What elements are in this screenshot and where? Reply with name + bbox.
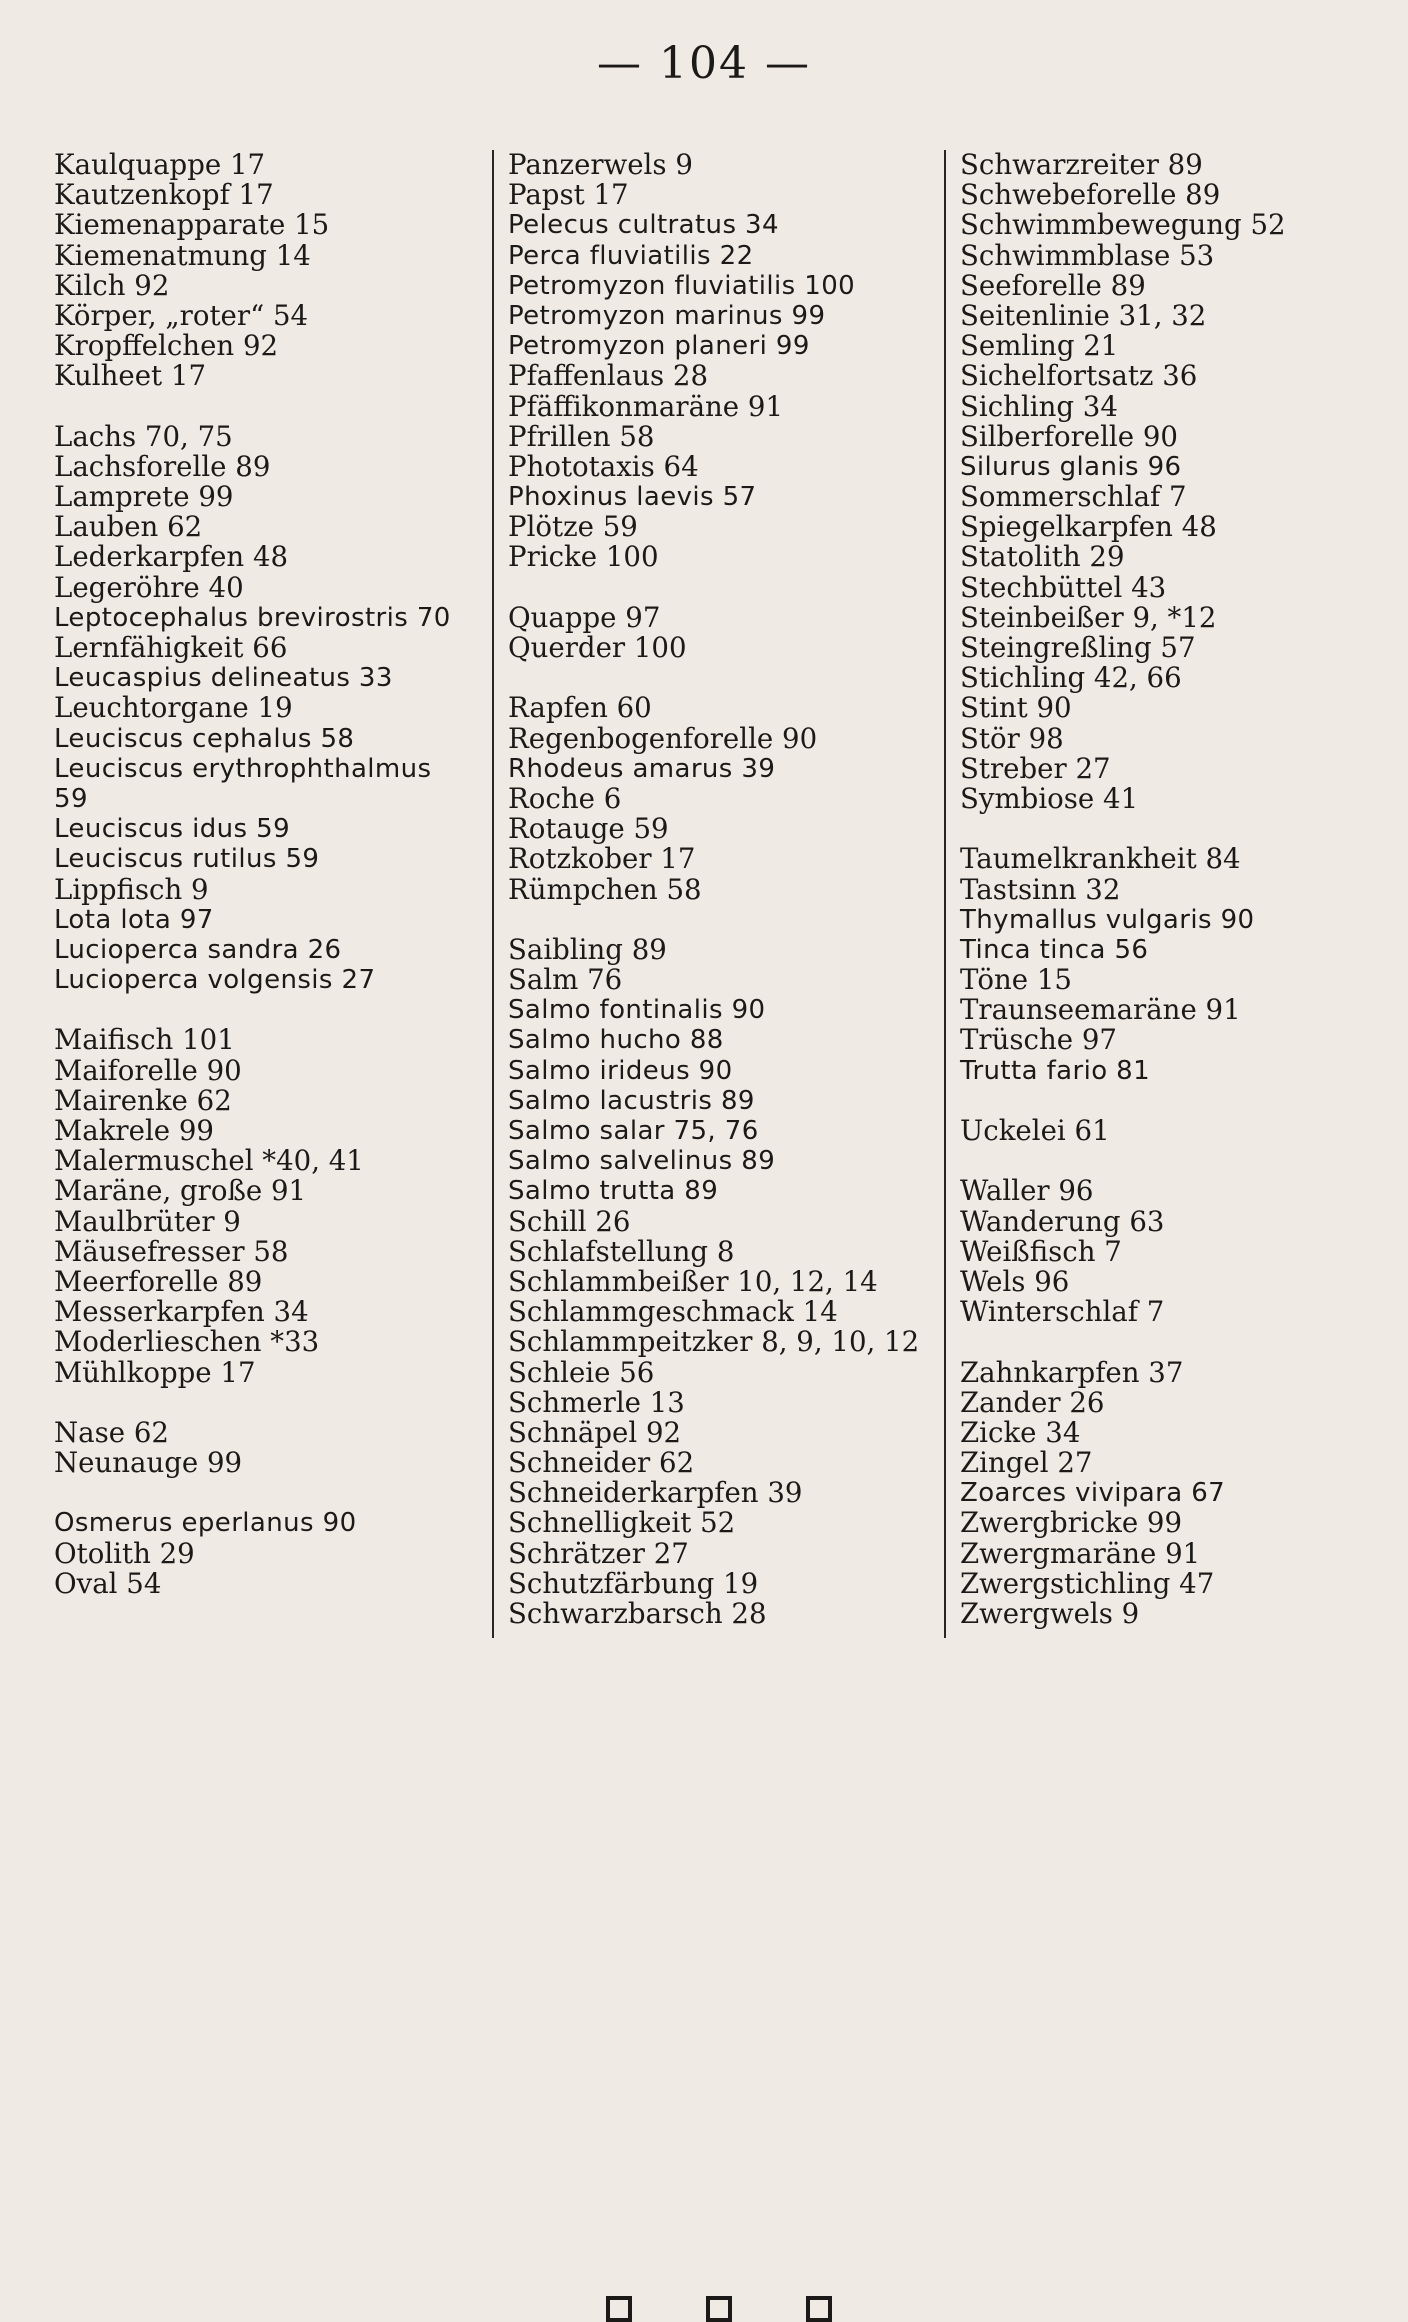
- index-entry: Salmo irideus 90: [508, 1055, 733, 1086]
- index-entry: Mühlkoppe 17: [54, 1355, 256, 1389]
- index-entry: Kiemenatmung 14: [54, 238, 311, 272]
- index-entry: Lachs 70, 75: [54, 419, 233, 453]
- ornament-square-3: [806, 2296, 832, 2322]
- index-entry: Schnelligkeit 52: [508, 1506, 736, 1540]
- index-entry: Salm 76: [508, 963, 623, 997]
- index-entry: Lippfisch 9: [54, 872, 209, 906]
- index-entry: Semling 21: [960, 329, 1119, 363]
- index-entry: Seeforelle 89: [960, 268, 1146, 302]
- index-entry: Sichling 34: [960, 389, 1118, 423]
- index-entry: Lota lota 97: [54, 904, 214, 935]
- index-entry: Stechbüttel 43: [960, 570, 1167, 604]
- index-entry: Lachsforelle 89: [54, 449, 271, 483]
- index-entry: Papst 17: [508, 178, 629, 212]
- index-entry: Steinbeißer 9, *12: [960, 600, 1217, 634]
- index-entry: Saibling 89: [508, 932, 667, 966]
- index-entry: Rotauge 59: [508, 812, 669, 846]
- index-entry: Trüsche 97: [960, 1023, 1117, 1057]
- index-entry: Pelecus cultratus 34: [508, 210, 779, 241]
- column-divider-1: [492, 150, 494, 1638]
- index-entry: Phototaxis 64: [508, 449, 699, 483]
- index-entry: Malermuschel *40, 41: [54, 1144, 364, 1178]
- index-gap: [508, 663, 938, 693]
- index-gap: [508, 573, 938, 603]
- index-entry: Schneiderkarpfen 39: [508, 1476, 803, 1510]
- index-entry: Zahnkarpfen 37: [960, 1355, 1184, 1389]
- index-entry: Silberforelle 90: [960, 419, 1178, 453]
- index-entry: Rotzkober 17: [508, 842, 696, 876]
- index-entry: Stör 98: [960, 721, 1064, 755]
- index-gap: [508, 905, 938, 935]
- index-column-2: [508, 150, 938, 1629]
- index-entry: Pfäffikonmaräne 91: [508, 389, 784, 423]
- index-entry: Leuciscus idus 59: [54, 814, 291, 845]
- index-column-1: [54, 150, 484, 1599]
- index-entry: Leptocephalus brevirostris 70: [54, 602, 451, 633]
- index-entry: Schwimmbewegung 52: [960, 208, 1286, 242]
- index-gap: [54, 1478, 484, 1508]
- index-entry: 59: [54, 783, 88, 814]
- index-entry: Schleie 56: [508, 1355, 655, 1389]
- index-entry: Otolith 29: [54, 1536, 195, 1570]
- index-entry: Schwimmblase 53: [960, 238, 1215, 272]
- index-entry: Lauben 62: [54, 510, 203, 544]
- index-entry: Zwergstichling 47: [960, 1566, 1215, 1600]
- index-entry: Trutta fario 81: [960, 1055, 1151, 1086]
- index-entry: Salmo salar 75, 76: [508, 1116, 759, 1146]
- column-divider-2: [944, 150, 946, 1638]
- index-entry: Oval 54: [54, 1566, 162, 1600]
- index-entry: Leuchtorgane 19: [54, 691, 293, 725]
- index-entry: Petromyzon fluviatilis 100: [508, 270, 856, 301]
- index-entry: Steingreßling 57: [960, 631, 1196, 664]
- index-entry: Makrele 99: [54, 1114, 214, 1147]
- index-entry: Kulheet 17: [54, 359, 207, 393]
- index-entry: Lucioperca volgensis 27: [54, 965, 376, 996]
- index-entry: Salmo hucho 88: [508, 1025, 724, 1056]
- index-entry: Salmo trutta 89: [508, 1176, 719, 1207]
- index-gap: [960, 1327, 1380, 1357]
- index-entry: Schrätzer 27: [508, 1536, 689, 1570]
- index-entry: Neunauge 99: [54, 1446, 243, 1480]
- index-entry: Leucaspius delineatus 33: [54, 663, 393, 694]
- index-entry: Schill 26: [508, 1204, 631, 1238]
- index-entry: Leuciscus rutilus 59: [54, 844, 320, 875]
- index-entry: Pricke 100: [508, 540, 659, 574]
- index-entry: Perca fluviatilis 22: [508, 240, 754, 271]
- index-entry: Kaulquappe 17: [54, 148, 266, 181]
- index-entry: Zwergwels 9: [960, 1597, 1140, 1630]
- index-entry: Waller 96: [960, 1174, 1094, 1208]
- index-gap: [54, 392, 484, 422]
- index-entry: Weißfisch 7: [960, 1234, 1122, 1268]
- index-entry: Maulbrüter 9: [54, 1204, 241, 1238]
- page-number: — 104 —: [597, 38, 811, 89]
- index-entry: Zwergbricke 99: [960, 1506, 1183, 1540]
- index-entry: Taumelkrankheit 84: [960, 842, 1241, 876]
- index-entry: Stint 90: [960, 691, 1072, 725]
- index-entry: Mäusefresser 58: [54, 1234, 289, 1268]
- index-entry: Schlammpeitzker 8, 9, 10, 12: [508, 1325, 920, 1359]
- index-entry: Statolith 29: [960, 540, 1125, 574]
- index-entry: Streber 27: [960, 751, 1111, 785]
- index-entry: Petromyzon planeri 99: [508, 331, 810, 362]
- index-gap: [960, 814, 1380, 844]
- index-entry: Petromyzon marinus 99: [508, 300, 826, 331]
- index-entry: Maifisch 101: [54, 1023, 235, 1057]
- index-entry: Sommerschlaf 7: [960, 480, 1187, 514]
- index-entry: Legeröhre 40: [54, 570, 244, 604]
- index-entry: Zingel 27: [960, 1446, 1093, 1480]
- index-gap: [960, 1146, 1380, 1176]
- index-entry: Phoxinus laevis 57: [508, 482, 757, 513]
- index-entry: Tinca tinca 56: [960, 934, 1149, 965]
- index-entry: Querder 100: [508, 631, 687, 664]
- index-entry: Zicke 34: [960, 1415, 1081, 1449]
- index-entry: Osmerus eperlanus 90: [54, 1508, 357, 1539]
- index-entry: Thymallus vulgaris 90: [960, 904, 1255, 935]
- index-entry: Schlammbeißer 10, 12, 14: [508, 1264, 878, 1298]
- index-entry: Lamprete 99: [54, 480, 234, 514]
- index-entry: Rhodeus amarus 39: [508, 753, 776, 784]
- index-entry: Salmo lacustris 89: [508, 1085, 755, 1116]
- index-entry: Schwarzreiter 89: [960, 148, 1203, 181]
- index-entry: Roche 6: [508, 781, 622, 815]
- index-entry: Wels 96: [960, 1264, 1070, 1298]
- index-column-3: [960, 150, 1380, 1629]
- index-entry: Schmerle 13: [508, 1385, 685, 1419]
- index-entry: Wanderung 63: [960, 1204, 1165, 1238]
- index-entry: Quappe 97: [508, 600, 661, 634]
- index-entry: Stichling 42, 66: [960, 661, 1182, 695]
- index-entry: Spiegelkarpfen 48: [960, 510, 1217, 544]
- index-gap: [54, 1388, 484, 1418]
- index-entry: Kautzenkopf 17: [54, 178, 274, 212]
- index-entry: Lernfähigkeit 66: [54, 631, 288, 664]
- index-entry: Lucioperca sandra 26: [54, 934, 342, 965]
- index-entry: Uckelei 61: [960, 1114, 1110, 1147]
- index-entry: Nase 62: [54, 1415, 169, 1449]
- index-entry: Leuciscus erythrophthalmus: [54, 753, 432, 784]
- index-entry: Kiemenapparate 15: [54, 208, 330, 242]
- index-gap: [54, 995, 484, 1025]
- ornament-square-1: [606, 2296, 632, 2322]
- index-entry: Schlammgeschmack 14: [508, 1295, 838, 1329]
- index-entry: Traunseemaräne 91: [960, 993, 1241, 1027]
- index-entry: Seitenlinie 31, 32: [960, 298, 1207, 332]
- index-entry: Pfrillen 58: [508, 419, 655, 453]
- index-entry: Regenbogenforelle 90: [508, 721, 818, 755]
- index-entry: Maräne, große 91: [54, 1174, 307, 1208]
- index-entry: Zwergmaräne 91: [960, 1536, 1201, 1570]
- index-entry: Symbiose 41: [960, 781, 1139, 815]
- index-entry: Leuciscus cephalus 58: [54, 723, 355, 754]
- index-entry: Silurus glanis 96: [960, 451, 1182, 482]
- index-entry: Schwebeforelle 89: [960, 178, 1221, 212]
- index-entry: Töne 15: [960, 963, 1072, 997]
- index-entry: Panzerwels 9: [508, 148, 693, 181]
- index-entry: Salmo fontinalis 90: [508, 995, 766, 1026]
- index-entry: Rümpchen 58: [508, 872, 702, 906]
- index-entry: Plötze 59: [508, 510, 638, 544]
- index-entry: Rapfen 60: [508, 691, 652, 725]
- index-entry: Messerkarpfen 34: [54, 1295, 309, 1329]
- index-entry: Mairenke 62: [54, 1083, 232, 1117]
- index-entry: Lederkarpfen 48: [54, 540, 289, 574]
- index-entry: Kilch 92: [54, 268, 170, 302]
- index-entry: Salmo salvelinus 89: [508, 1146, 776, 1177]
- index-entry: Moderlieschen *33: [54, 1325, 320, 1359]
- index-entry: Schutzfärbung 19: [508, 1566, 759, 1600]
- ornament-square-2: [706, 2296, 732, 2322]
- index-entry: Pfaffenlaus 28: [508, 359, 709, 393]
- index-entry: Zander 26: [960, 1385, 1105, 1419]
- index-entry: Körper, „roter“ 54: [54, 298, 309, 332]
- index-entry: Zoarces vivipara 67: [960, 1478, 1226, 1509]
- index-entry: Maiforelle 90: [54, 1053, 242, 1087]
- index-entry: Kropffelchen 92: [54, 329, 279, 363]
- index-entry: Tastsinn 32: [960, 872, 1121, 906]
- index-gap: [960, 1086, 1380, 1116]
- index-entry: Schlafstellung 8: [508, 1234, 735, 1268]
- index-entry: Schwarzbarsch 28: [508, 1597, 767, 1630]
- index-entry: Schnäpel 92: [508, 1415, 682, 1449]
- index-entry: Schneider 62: [508, 1446, 695, 1480]
- index-entry: Winterschlaf 7: [960, 1295, 1165, 1329]
- index-entry: Sichelfortsatz 36: [960, 359, 1198, 393]
- index-entry: Meerforelle 89: [54, 1264, 263, 1298]
